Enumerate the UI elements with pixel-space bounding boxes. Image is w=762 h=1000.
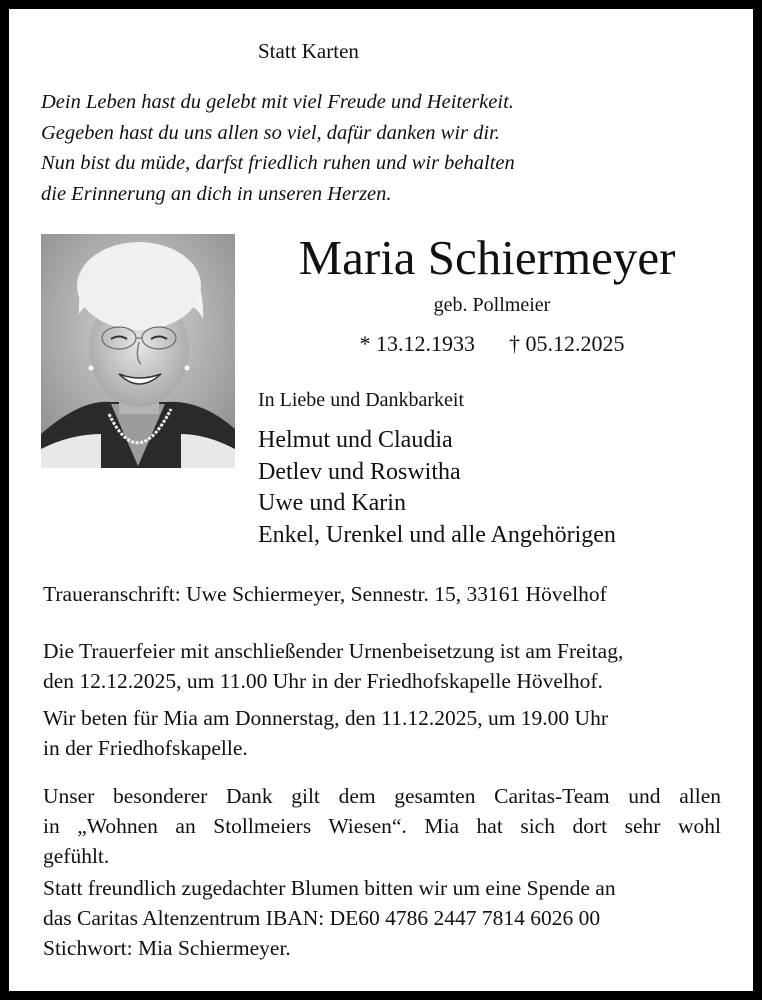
mourner-name: Enkel, Urenkel und alle Angehörigen — [258, 521, 616, 548]
death-date: † 05.12.2025 — [509, 331, 625, 356]
text-line: Unser besonderer Dank gilt dem gesamten Caritas-Team und allen — [43, 784, 721, 808]
donation-paragraph — [43, 873, 723, 963]
text-line: in „Wohnen an Stollmeiers Wiesen“. Mia hat sich dort sehr wohl — [43, 814, 721, 838]
text-line: Statt freundlich zugedachter Blumen bitten wir um eine Spende an — [43, 876, 616, 900]
mourners-intro: In Liebe und Dankbarkeit — [258, 389, 465, 411]
poem — [41, 87, 515, 209]
mourning-address: Traueranschrift: Uwe Schiermeyer, Sennestr. 15, 33161 Hövelhof — [43, 582, 607, 606]
birth-date: * 13.12.1933 — [359, 331, 475, 356]
poem-line: Dein Leben hast du gelebt mit viel Freude und Heiterkeit. — [41, 91, 514, 113]
text-line: gefühlt. — [43, 844, 110, 868]
mourner-name: Uwe und Karin — [258, 490, 406, 516]
text-line: den 12.12.2025, um 11.00 Uhr in der Friedhofskapelle Hövelhof. — [43, 669, 603, 693]
prayer-paragraph — [43, 703, 723, 763]
mourners-list — [258, 425, 616, 551]
text-line: das Caritas Altenzentrum IBAN: DE60 4786 2447 7814 6026 00 — [43, 906, 601, 930]
mourner-name: Helmut und Claudia — [258, 427, 453, 453]
header-title: Statt Karten — [258, 39, 359, 63]
poem-line: Nun bist du müde, darfst friedlich ruhen und wir behalten — [41, 152, 515, 174]
obituary-card — [9, 9, 753, 991]
deceased-name: Maria Schiermeyer — [298, 230, 676, 285]
mourner-name: Detlev und Roswitha — [258, 458, 461, 485]
text-line: Stichwort: Mia Schiermeyer. — [43, 936, 291, 960]
portrait-photo — [41, 234, 235, 468]
maiden-name: geb. Pollmeier — [433, 294, 551, 316]
funeral-paragraph — [43, 636, 723, 696]
text-line: Die Trauerfeier mit anschließender Urnenbeisetzung ist am Freitag, — [43, 639, 624, 663]
life-dates — [257, 331, 727, 357]
text-line: Wir beten für Mia am Donnerstag, den 11.12.2025, um 19.00 Uhr — [43, 706, 608, 730]
text-line: in der Friedhofskapelle. — [43, 736, 248, 760]
thanks-paragraph — [43, 781, 723, 871]
poem-line: Gegeben hast du uns allen so viel, dafür danken wir dir. — [41, 121, 500, 144]
poem-line: die Erinnerung an dich in unseren Herzen. — [41, 182, 392, 205]
